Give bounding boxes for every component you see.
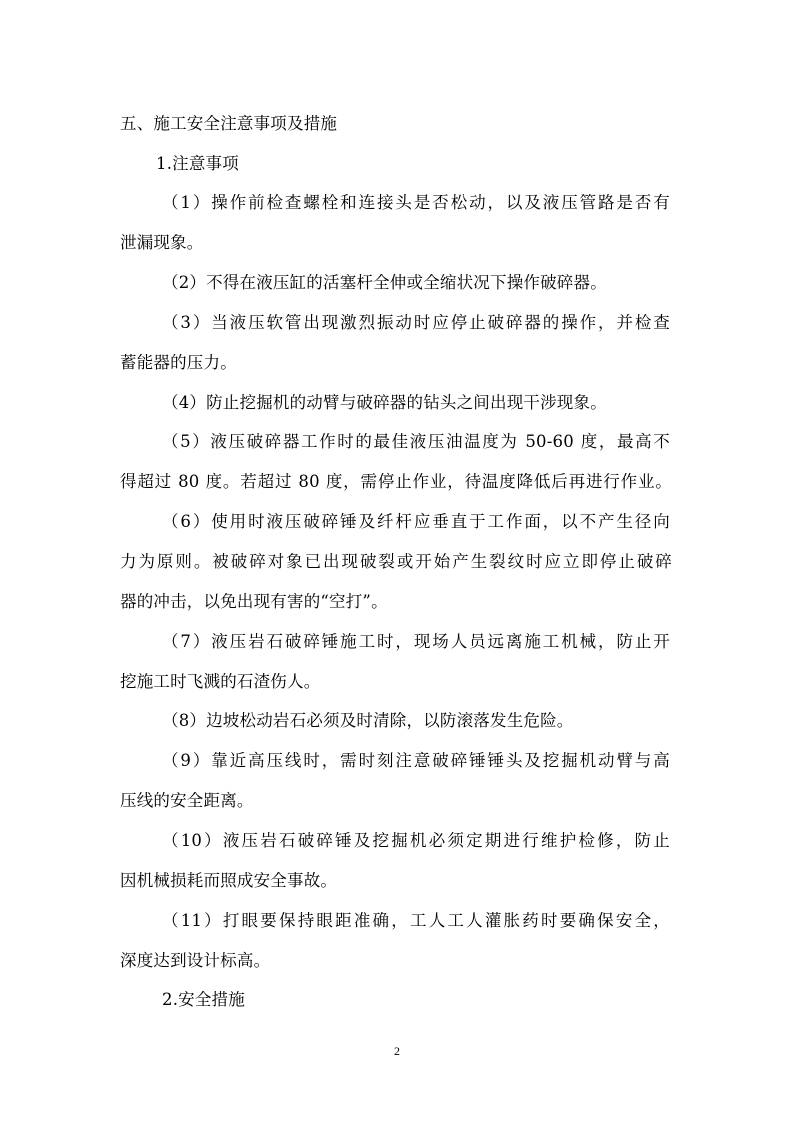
item-10-line-1: （10）液压岩石破碎锤及挖掘机必须定期进行维护检修，防止 <box>162 831 670 850</box>
item-2-line-1: （2）不得在液压缸的活塞杆全伸或全缩状况下操作破碎器。 <box>162 273 607 292</box>
item-11-line-2: 深度达到设计标高。 <box>120 951 271 970</box>
item-1-line-1: （1）操作前检查螺栓和连接头是否松动，以及液压管路是否有 <box>162 193 670 212</box>
item-3-line-2: 蓄能器的压力。 <box>120 353 237 372</box>
subsection-heading-notes: 1.注意事项 <box>156 154 239 173</box>
item-7-line-1: （7）液压岩石破碎锤施工时，现场人员远离施工机械，防止开 <box>162 632 670 651</box>
item-6-line-2: 力为原则。被破碎对象已出现破裂或开始产生裂纹时应立即停止破碎 <box>120 552 672 571</box>
section-heading: 五、施工安全注意事项及措施 <box>120 114 338 133</box>
subsection-heading-measures: 2.安全措施 <box>162 990 245 1009</box>
item-1-line-2: 泄漏现象。 <box>120 233 204 252</box>
item-10-line-2: 因机械损耗而照成安全事故。 <box>120 871 338 890</box>
item-9-line-1: （9）靠近高压线时，需时刻注意破碎锤锤头及挖掘机动臂与高 <box>162 751 670 770</box>
item-11-line-1: （11）打眼要保持眼距准确，工人工人灌胀药时要确保安全， <box>162 911 670 930</box>
item-7-line-2: 挖施工时飞溅的石渣伤人。 <box>120 672 321 691</box>
item-4-line-1: （4）防止挖掘机的动臂与破碎器的钻头之间出现干涉现象。 <box>162 393 607 412</box>
page-number: 2 <box>394 1044 400 1058</box>
item-6-line-1: （6）使用时液压破碎锤及纤杆应垂直于工作面，以不产生径向 <box>162 512 670 531</box>
item-6-line-3: 器的冲击，以免出现有害的“空打”。 <box>120 592 388 611</box>
item-9-line-2: 压线的安全距离。 <box>120 791 254 810</box>
item-5-line-2: 得超过 80 度。若超过 80 度，需停止作业，待温度降低后再进行作业。 <box>120 472 672 491</box>
item-3-line-1: （3）当液压软管出现激烈振动时应停止破碎器的操作，并检查 <box>162 313 670 332</box>
item-5-line-1: （5）液压破碎器工作时的最佳液压油温度为 50-60 度，最高不 <box>162 432 670 451</box>
item-8-line-1: （8）边坡松动岩石必须及时清除，以防滚落发生危险。 <box>162 711 574 730</box>
